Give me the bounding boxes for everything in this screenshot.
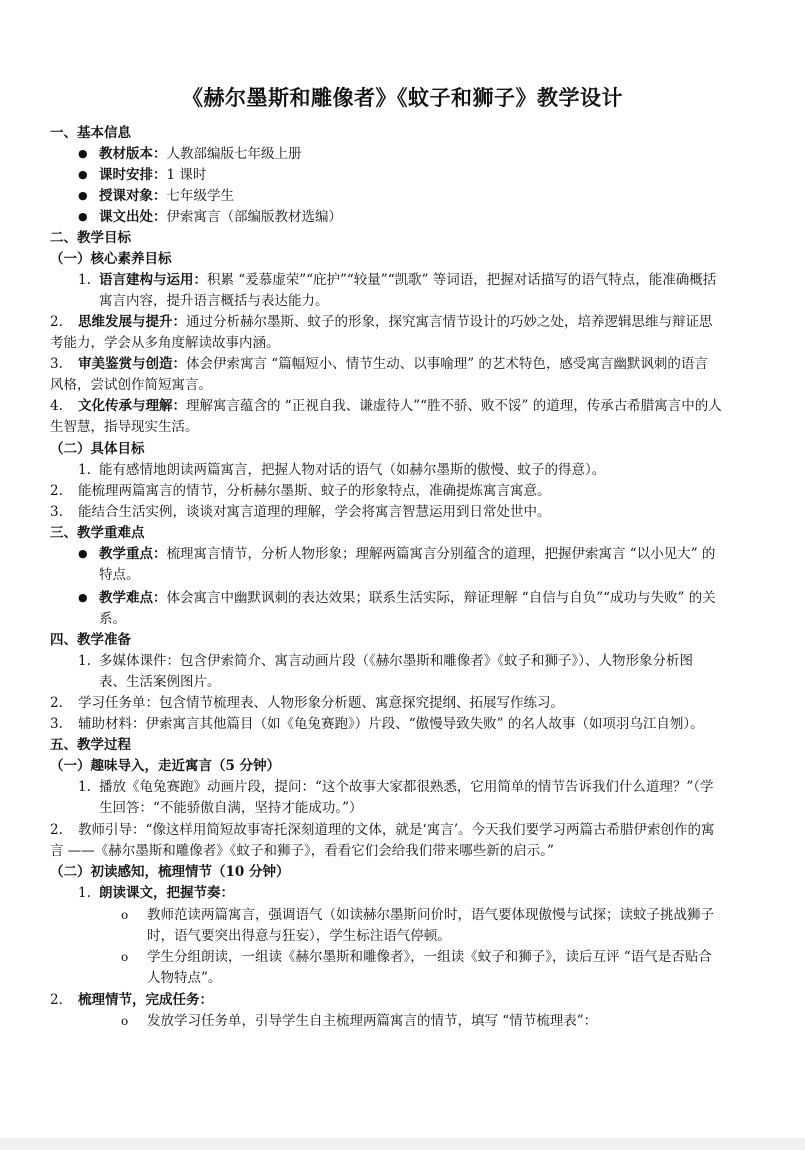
bullet-icon: ●	[78, 547, 88, 560]
list-number: 2.	[50, 992, 63, 1008]
list-number: 3.	[50, 504, 63, 520]
section-heading-objectives: 二、教学目标	[50, 230, 131, 246]
list-item-continuation: 表、生活案例图片。	[99, 674, 221, 690]
subheading-specific-goals: （二）具体目标	[50, 441, 145, 457]
list-number: 3.	[50, 716, 63, 732]
list-item-continuation: 风格，尝试创作简短寓言。	[50, 377, 212, 393]
list-item	[99, 208, 342, 226]
list-item	[99, 166, 206, 184]
list-number: 3.	[50, 356, 63, 372]
list-number: 1.	[78, 779, 91, 795]
list-item-continuation: 系。	[99, 611, 126, 627]
list-item: 播放《龟兔赛跑》动画片段，提问：“这个故事大家都很熟悉，它用简单的情节告诉我们什么道理？”（学	[99, 779, 714, 795]
circle-bullet-icon: o	[121, 950, 129, 964]
list-number: 2.	[50, 483, 63, 499]
item-text: 七年级学生	[166, 188, 234, 204]
list-item: 发放学习任务单，引导学生自主梳理两篇寓言的情节，填写 “情节梳理表”：	[147, 1013, 598, 1029]
item-label: 教材版本：	[99, 146, 167, 162]
list-item-label: 梳理情节，完成任务：	[78, 992, 213, 1008]
item-label: 授课对象：	[99, 188, 167, 204]
item-label: 审美鉴赏与创造：	[78, 356, 186, 372]
list-number: 2.	[50, 314, 63, 330]
item-text: 积累 “爰慕虚荣”“庇护”“较量”“凯歌” 等词语，把握对话描写的语气特点，能准确概括	[207, 272, 717, 288]
circle-bullet-icon: o	[121, 1014, 129, 1028]
list-item	[99, 187, 234, 205]
item-label: 语言建构与运用：	[99, 272, 207, 288]
item-text: 1 课时	[166, 167, 207, 183]
list-number: 1.	[78, 462, 91, 478]
page-bottom-margin	[0, 1138, 805, 1150]
list-number: 1.	[78, 885, 91, 901]
list-item: 教师范读两篇寓言，强调语气（如读赫尔墨斯问价时，语气要体现傲慢与试探；读蚊子挑战狮子	[147, 907, 714, 923]
circle-bullet-icon: o	[121, 908, 129, 922]
document-title: 《赫尔墨斯和雕像者》《蚊子和狮子》教学设计	[182, 85, 623, 110]
subheading-first-reading: （二）初读感知，梳理情节（10 分钟）	[50, 864, 290, 880]
bullet-icon: ●	[78, 591, 88, 604]
list-number: 2.	[50, 822, 63, 838]
list-item-continuation: 时，语气要突出得意与狂妄），学生标注语气停顿。	[147, 928, 451, 944]
item-label: 教学重点：	[99, 546, 167, 562]
list-item: 能结合生活实例，谈谈对寓言道理的理解，学会将寓言智慧运用到日常处世中。	[78, 504, 551, 520]
list-item: 辅助材料：伊索寓言其他篇目（如《龟兔赛跑》）片段、“傲慢导致失败” 的名人故事（如项羽乌江自刎）。	[78, 716, 704, 732]
section-heading-preparation: 四、教学准备	[50, 632, 131, 648]
list-number: 4.	[50, 398, 63, 414]
list-item	[78, 397, 722, 415]
list-item-continuation: 言 ——《赫尔墨斯和雕像者》《蚊子和狮子》，看看它们会给我们带来哪些新的启示。”	[50, 843, 554, 859]
list-item	[99, 145, 302, 163]
list-item-continuation: 生回答：“不能骄傲自满，坚持才能成功。”）	[99, 800, 363, 816]
subheading-core-literacy: （一）核心素养目标	[50, 251, 172, 267]
list-number: 2.	[50, 695, 63, 711]
list-number: 1.	[78, 272, 91, 288]
list-item	[99, 271, 716, 289]
subheading-intro: （一）趣味导入，走近寓言（5 分钟）	[50, 758, 281, 774]
item-text: 人教部编版七年级上册	[166, 146, 302, 162]
list-item-continuation: 生智慧，指导现实生活。	[50, 419, 199, 435]
item-text: 通过分析赫尔墨斯、蚊子的形象，探究寓言情节设计的巧妙之处，培养逻辑思维与辩证思	[186, 314, 713, 330]
item-text: 梳理寓言情节，分析人物形象；理解两篇寓言分别蕴含的道理，把握伊索寓言 “以小见大” 的	[166, 546, 716, 562]
section-heading-process: 五、教学过程	[50, 737, 131, 753]
list-item	[78, 313, 713, 331]
list-item-continuation: 特点。	[99, 567, 140, 583]
list-item	[99, 545, 715, 563]
item-text: 体会伊索寓言 “篇幅短小、情节生动、以事喻理” 的艺术特色，感受寓言幽默讽刺的语言	[186, 356, 708, 372]
list-item	[78, 355, 708, 373]
list-item: 能梳理两篇寓言的情节，分析赫尔墨斯、蚊子的形象特点，准确提炼寓言寓意。	[78, 483, 551, 499]
item-text: 理解寓言蕴含的 “正视自我、谦虚待人”“胜不骄、败不馁” 的道理，传承古希腊寓言中的人	[186, 398, 722, 414]
section-heading-key-points: 三、教学重难点	[50, 525, 145, 541]
list-item-continuation: 人物特点”。	[147, 970, 222, 986]
item-text: 体会寓言中幽默讽刺的表达效果；联系生活实际，辩证理解 “自信与自负”“成功与失败” 的关	[166, 590, 716, 606]
bullet-icon: ●	[78, 189, 88, 202]
item-text: 伊索寓言（部编版教材选编）	[166, 209, 342, 225]
list-number: 1.	[78, 653, 91, 669]
list-item: 学习任务单：包含情节梳理表、人物形象分析题、寓意探究提纲、拓展写作练习。	[78, 695, 564, 711]
item-label: 课时安排：	[99, 167, 167, 183]
list-item-continuation: 寓言内容，提升语言概括与表达能力。	[99, 293, 329, 309]
list-item: 能有感情地朗读两篇寓言，把握人物对话的语气（如赫尔墨斯的傲慢、蚊子的得意）。	[99, 462, 606, 478]
list-item-continuation: 考能力，学会从多角度解读故事内涵。	[50, 335, 280, 351]
bullet-icon: ●	[78, 147, 88, 160]
item-label: 课文出处：	[99, 209, 167, 225]
list-item: 学生分组朗读，一组读《赫尔墨斯和雕像者》，一组读《蚊子和狮子》，读后互评 “语气是否贴合	[147, 949, 712, 965]
list-item: 教师引导：“像这样用简短故事寄托深刻道理的文体，就是‘寓言’。今天我们要学习两篇古希腊伊索创作的寓	[78, 822, 715, 838]
item-label: 文化传承与理解：	[78, 398, 186, 414]
list-item-label: 朗读课文，把握节奏：	[99, 885, 234, 901]
bullet-icon: ●	[78, 210, 88, 223]
list-item	[99, 589, 716, 607]
item-label: 思维发展与提升：	[78, 314, 186, 330]
list-item: 多媒体课件：包含伊索简介、寓言动画片段（《赫尔墨斯和雕像者》《蚊子和狮子》）、人物形象分析图	[99, 653, 693, 669]
bullet-icon: ●	[78, 168, 88, 181]
item-label: 教学难点：	[99, 590, 167, 606]
section-heading-basic-info: 一、基本信息	[50, 125, 131, 141]
